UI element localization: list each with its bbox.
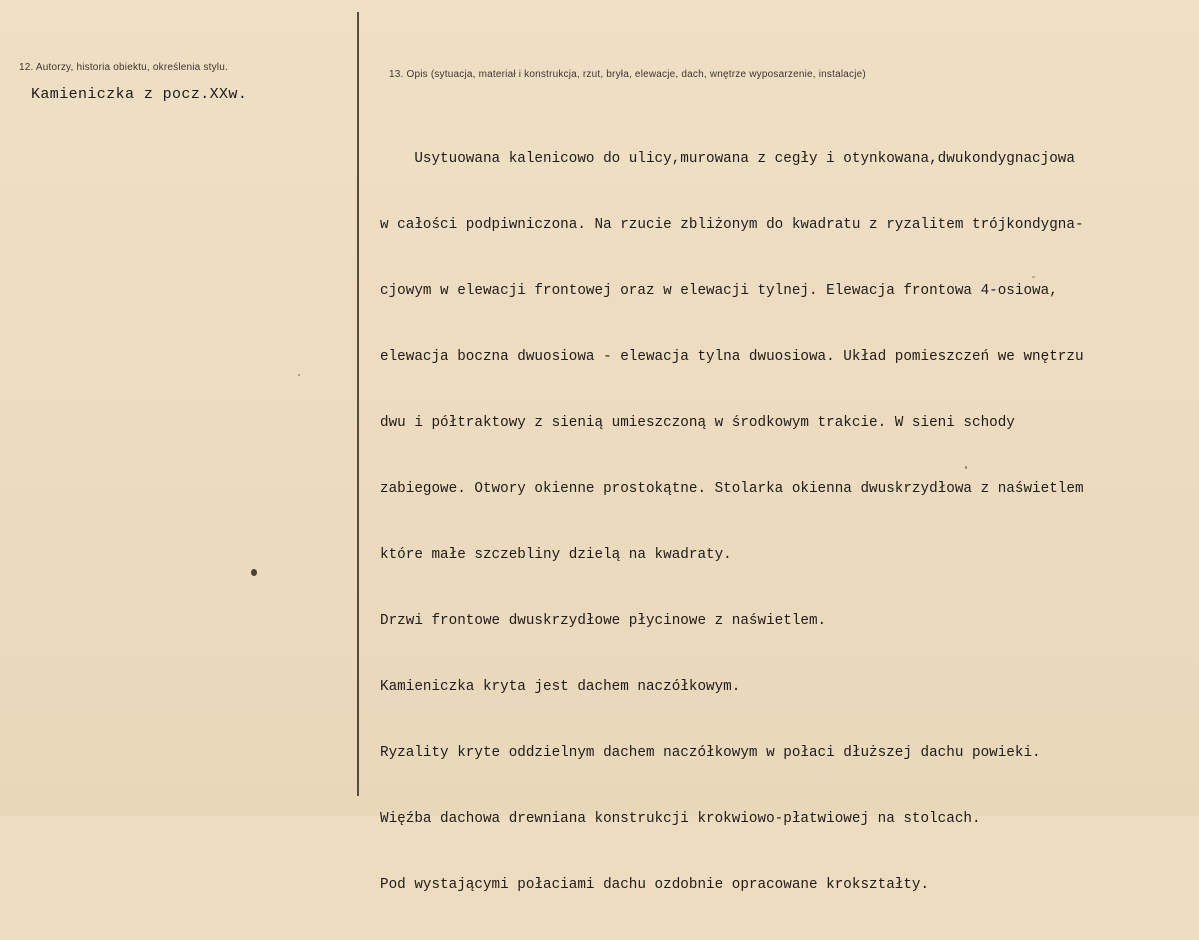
description-line: dwu i półtraktowy z sienią umieszczoną w środkowym trakcie. W sieni schody: [380, 415, 1015, 431]
field-12-label: 12. Autorzy, historia obiektu, określenia stylu.: [19, 62, 228, 73]
description-line: cjowym w elewacji frontowej oraz w elewacji tylnej. Elewacja frontowa 4-osiowa,: [380, 283, 1058, 299]
paper-speck: [965, 466, 967, 469]
description-line: Pod wystającymi połaciami dachu ozdobnie opracowane krokształty.: [380, 877, 930, 893]
field-13-label: 13. Opis (sytuacja, materiał i konstrukcja, rzut, bryła, elewacje, dach, wnętrze wyposarzenie, instalacje): [389, 69, 866, 80]
description-line: elewacja boczna dwuosiowa - elewacja tylna dwuosiowa. Układ pomieszczeń we wnętrzu: [380, 349, 1084, 365]
paper-speck: [251, 569, 257, 576]
description-line: Drzwi frontowe dwuskrzydłowe płycinowe z naświetlem.: [380, 613, 827, 629]
description-line: Kamieniczka kryta jest dachem naczółkowym.: [380, 679, 741, 695]
description-line: zabiegowe. Otwory okienne prostokątne. Stolarka okienna dwuskrzydłowa z naświetlem: [380, 481, 1084, 497]
description-line: Usytuowana kalenicowo do ulicy,murowana z cegły i otynkowana,dwukondygnacjowa: [380, 151, 1075, 167]
description-line: Więźba dachowa drewniana konstrukcji krokwiowo-płatwiowej na stolcach.: [380, 811, 981, 827]
description-line: które małe szczebliny dzielą na kwadraty.: [380, 547, 732, 563]
description-line: Ryzality kryte oddzielnym dachem naczółkowym w połaci dłuższej dachu powieki.: [380, 745, 1041, 761]
paper-speck: [1032, 276, 1035, 278]
description-line: w całości podpiwniczona. Na rzucie zbliżonym do kwadratu z ryzalitem trójkondygna-: [380, 217, 1084, 233]
paper-speck: [298, 374, 300, 376]
column-divider: [357, 12, 359, 796]
description-text: [380, 104, 1199, 940]
field-12-value: Kamieniczka z pocz.XXw.: [31, 86, 248, 103]
